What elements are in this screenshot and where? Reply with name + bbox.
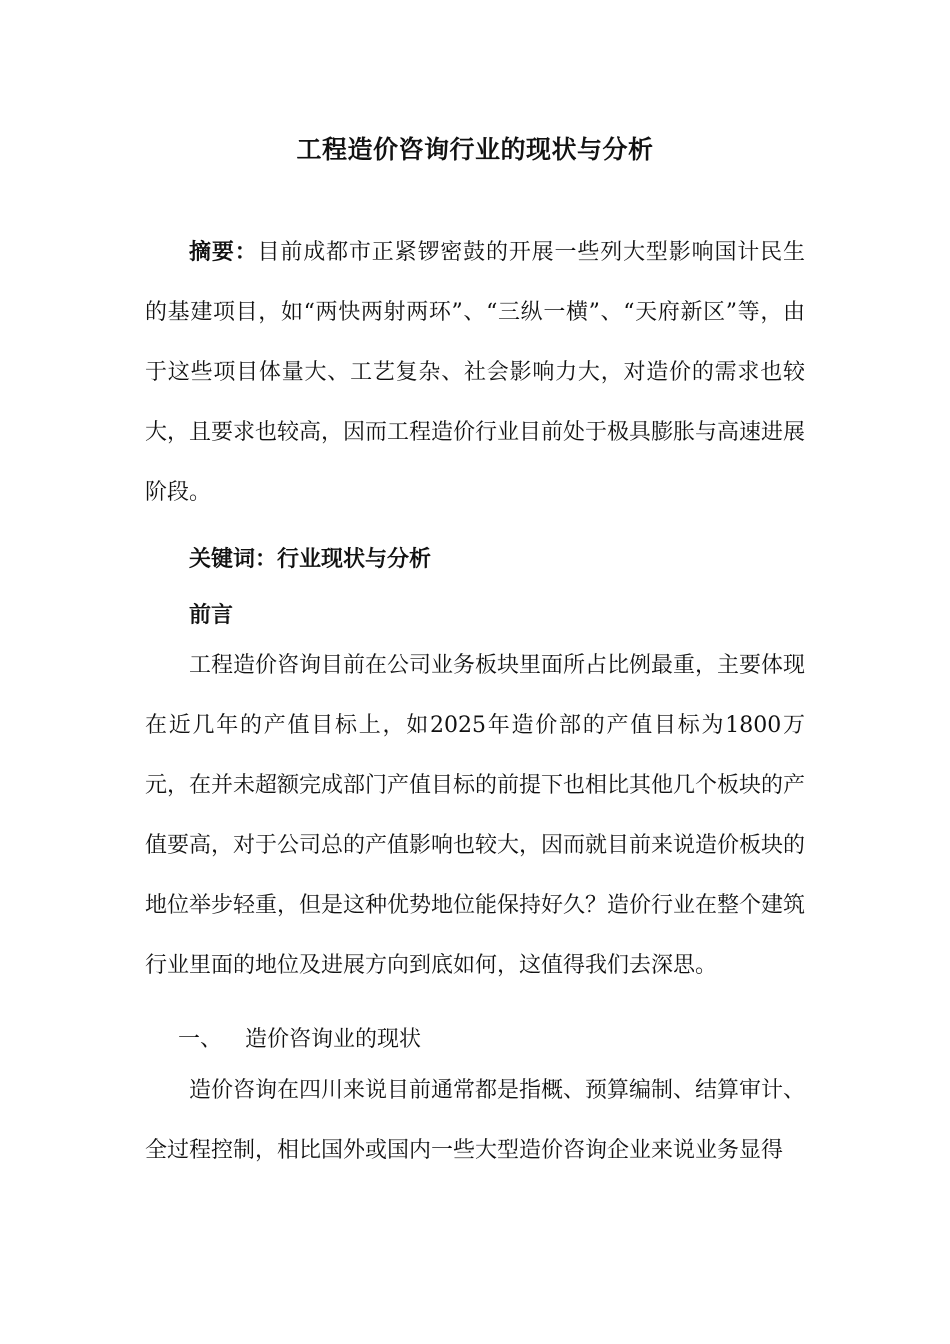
section-paragraph: 造价咨询在四川来说目前通常都是指概、预算编制、结算审计、全过程控制，相比国外或国内一些大型造价咨询企业来说业务显得 bbox=[145, 1078, 806, 1163]
document-title: 工程造价咨询行业的现状与分析 bbox=[296, 135, 654, 164]
preface-paragraph: 工程造价咨询目前在公司业务板块里面所占比例最重，主要体现在近几年的产值目标上，如2025年造价部的产值目标为1800万元，在并未超额完成部门产值目标的前提下也相比其他几个板块的产值要高，对于公司总的产值影响也较大，因而就目前来说造价板块的地位举步轻重，但是这种优势地位能保持好久？造价行业在整个建筑行业里面的地位及进展方向到底如何，这值得我们去深思。 bbox=[145, 653, 806, 978]
section-title: 造价咨询业的现状 bbox=[245, 1027, 422, 1052]
abstract-text: 目前成都市正紧锣密鼓的开展一些列大型影响国计民生的基建项目，如“两快两射两环”、“三纵一横”、“天府新区”等，由于这些项目体量大、工艺复杂、社会影响力大，对造价的需求也较大，且要求也较高，因而工程造价行业目前处于极具膨胀与高速进展阶段。 bbox=[145, 240, 806, 505]
abstract-paragraph bbox=[145, 222, 805, 523]
keywords-line: 关键词：行业现状与分析 bbox=[189, 546, 432, 572]
preface-heading: 前言 bbox=[189, 602, 234, 628]
abstract-label: 摘要： bbox=[189, 239, 258, 265]
section-number: 一、 bbox=[178, 1027, 223, 1052]
